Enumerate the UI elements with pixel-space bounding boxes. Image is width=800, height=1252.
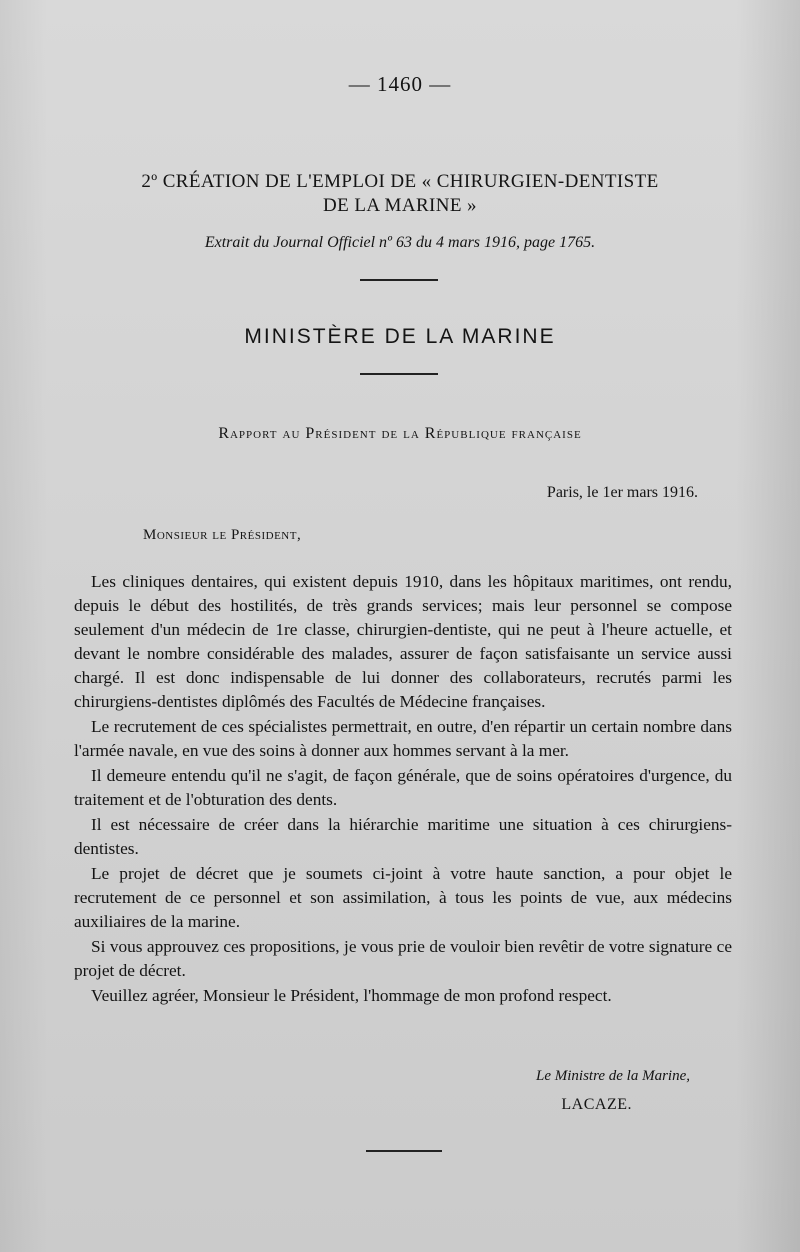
ministry-heading: MINISTÈRE DE LA MARINE — [244, 325, 556, 348]
paragraph: Le projet de décret que je soumets ci-joint à votre haute sanction, a pour objet le recrutement de ce personnel et son assimilation, à tous les points de vue, aux médecins auxiliaires de la marine. — [74, 864, 732, 931]
letter-body — [74, 570, 732, 1009]
page-number: — 1460 — — [348, 72, 452, 96]
divider-rule — [366, 1150, 442, 1152]
paragraph: Le recrutement de ces spécialistes permettrait, en outre, d'en répartir un certain nombre dans l'armée navale, en vue des soins à donner aux hommes servant à la mer. — [74, 717, 732, 760]
divider-rule — [360, 373, 438, 375]
paragraph: Il demeure entendu qu'il ne s'agit, de façon générale, que de soins opératoires d'urgence, du traitement et de l'obturation des dents. — [74, 766, 732, 809]
signature-title: Le Ministre de la Marine, — [535, 1068, 690, 1084]
section-title-line-2: DE LA MARINE » — [323, 195, 477, 216]
dateline: Paris, le 1er mars 1916. — [546, 484, 698, 501]
report-title: Rapport au Président de la République française — [218, 425, 582, 442]
salutation: Monsieur le Président, — [143, 527, 302, 543]
extract-line: Extrait du Journal Officiel nº 63 du 4 mars 1916, page 1765. — [204, 234, 596, 251]
paragraph: Il est nécessaire de créer dans la hiérarchie maritime une situation à ces chirurgiens-dentistes. — [74, 815, 732, 858]
section-title — [60, 170, 740, 218]
paragraph: Si vous approuvez ces propositions, je vous prie de vouloir bien revêtir de votre signature ce projet de décret. — [74, 937, 732, 980]
paragraph: Les cliniques dentaires, qui existent depuis 1910, dans les hôpitaux maritimes, ont rendu, depuis le début des hostilités, de très grands services; mais leur personnel se compose seulement d'un médecin de 1re classe, chirurgien-dentiste, qui ne peut à l'heure actuelle, et devant le nombre considérable des malades, assurer de façon satisfaisante un service aussi chargé. Il est donc indispensable de lui donner des collaborateurs, recrutés parmi les chirurgiens-dentistes diplômés des Facultés de Médecine françaises. — [74, 572, 732, 711]
paragraph: Veuillez agréer, Monsieur le Président, l'hommage de mon profond respect. — [91, 986, 612, 1005]
signature-name: LACAZE. — [561, 1096, 632, 1113]
section-title-line-1: 2º CRÉATION DE L'EMPLOI DE « CHIRURGIEN-DENTISTE — [141, 171, 659, 192]
divider-rule — [360, 279, 438, 281]
